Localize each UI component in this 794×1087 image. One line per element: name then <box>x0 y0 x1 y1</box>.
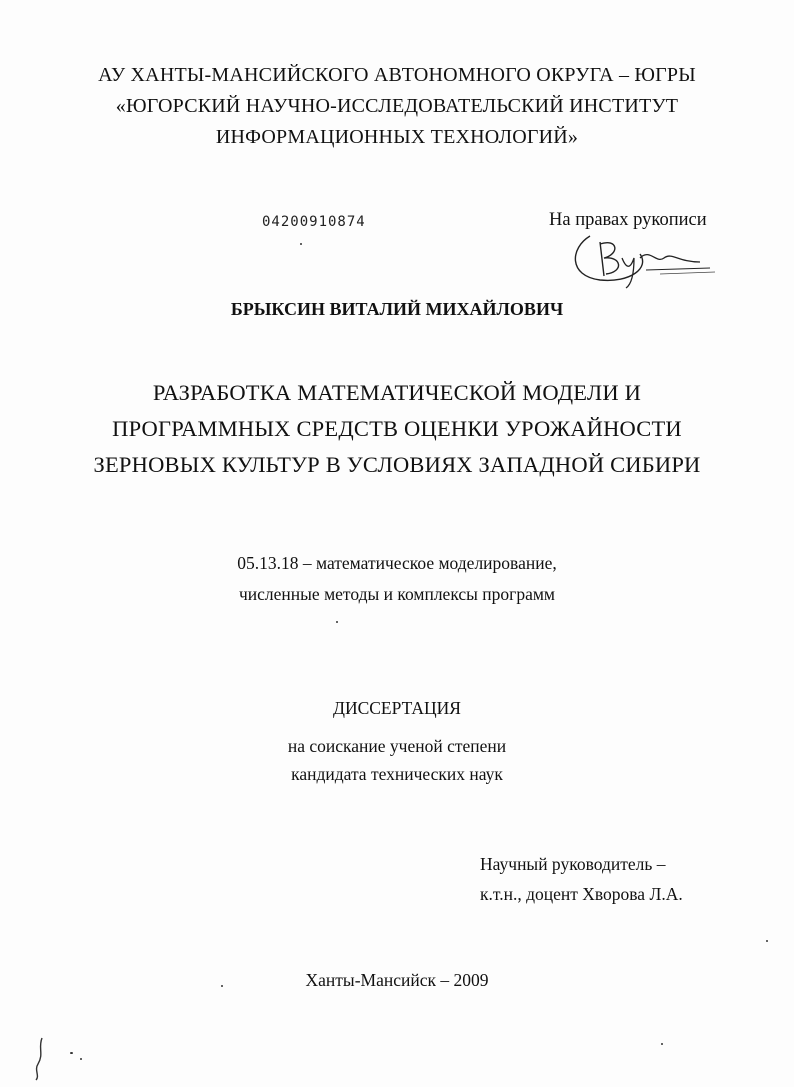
registry-number-stamp: 04200910874 <box>262 214 366 230</box>
work-type: ДИССЕРТАЦИЯ <box>333 698 461 718</box>
scan-speck <box>80 1058 82 1060</box>
institution-line-3: ИНФОРМАЦИОННЫХ ТЕХНОЛОГИЙ» <box>215 126 579 148</box>
specialty-line-2: численные методы и комплексы программ <box>239 584 555 604</box>
scan-edge-mark <box>30 1036 50 1082</box>
title-line-2: ПРОГРАММНЫХ СРЕДСТВ ОЦЕНКИ УРОЖАЙНОСТИ <box>112 416 682 441</box>
scan-speck <box>70 1052 73 1054</box>
specialty-line-1: 05.13.18 – математическое моделирование, <box>237 553 557 573</box>
title-line-3: ЗЕРНОВЫХ КУЛЬТУР В УСЛОВИЯХ ЗАПАДНОЙ СИБИРИ <box>93 452 701 477</box>
degree-line-2: кандидата технических наук <box>291 764 503 784</box>
author-signature <box>560 228 720 298</box>
institution-line-2: «ЮГОРСКИЙ НАУЧНО-ИССЛЕДОВАТЕЛЬСКИЙ ИНСТИТУТ <box>115 95 679 117</box>
scan-speck <box>766 940 768 942</box>
scan-speck <box>300 243 302 245</box>
scan-speck <box>661 1043 663 1045</box>
manuscript-rights-note: На правах рукописи <box>549 210 707 230</box>
supervisor-label: Научный руководитель – <box>480 854 666 874</box>
place-year: Ханты-Мансийск – 2009 <box>305 970 489 990</box>
scan-speck <box>221 985 223 987</box>
supervisor-name: к.т.н., доцент Хворова Л.А. <box>480 884 683 904</box>
author-name: БРЫКСИН ВИТАЛИЙ МИХАЙЛОВИЧ <box>230 299 564 319</box>
title-line-1: РАЗРАБОТКА МАТЕМАТИЧЕСКОЙ МОДЕЛИ И <box>152 380 642 405</box>
degree-line-1: на соискание ученой степени <box>287 736 507 756</box>
institution-line-1: АУ ХАНТЫ-МАНСИЙСКОГО АВТОНОМНОГО ОКРУГА – ЮГРЫ <box>98 64 696 86</box>
scan-speck <box>336 621 338 623</box>
